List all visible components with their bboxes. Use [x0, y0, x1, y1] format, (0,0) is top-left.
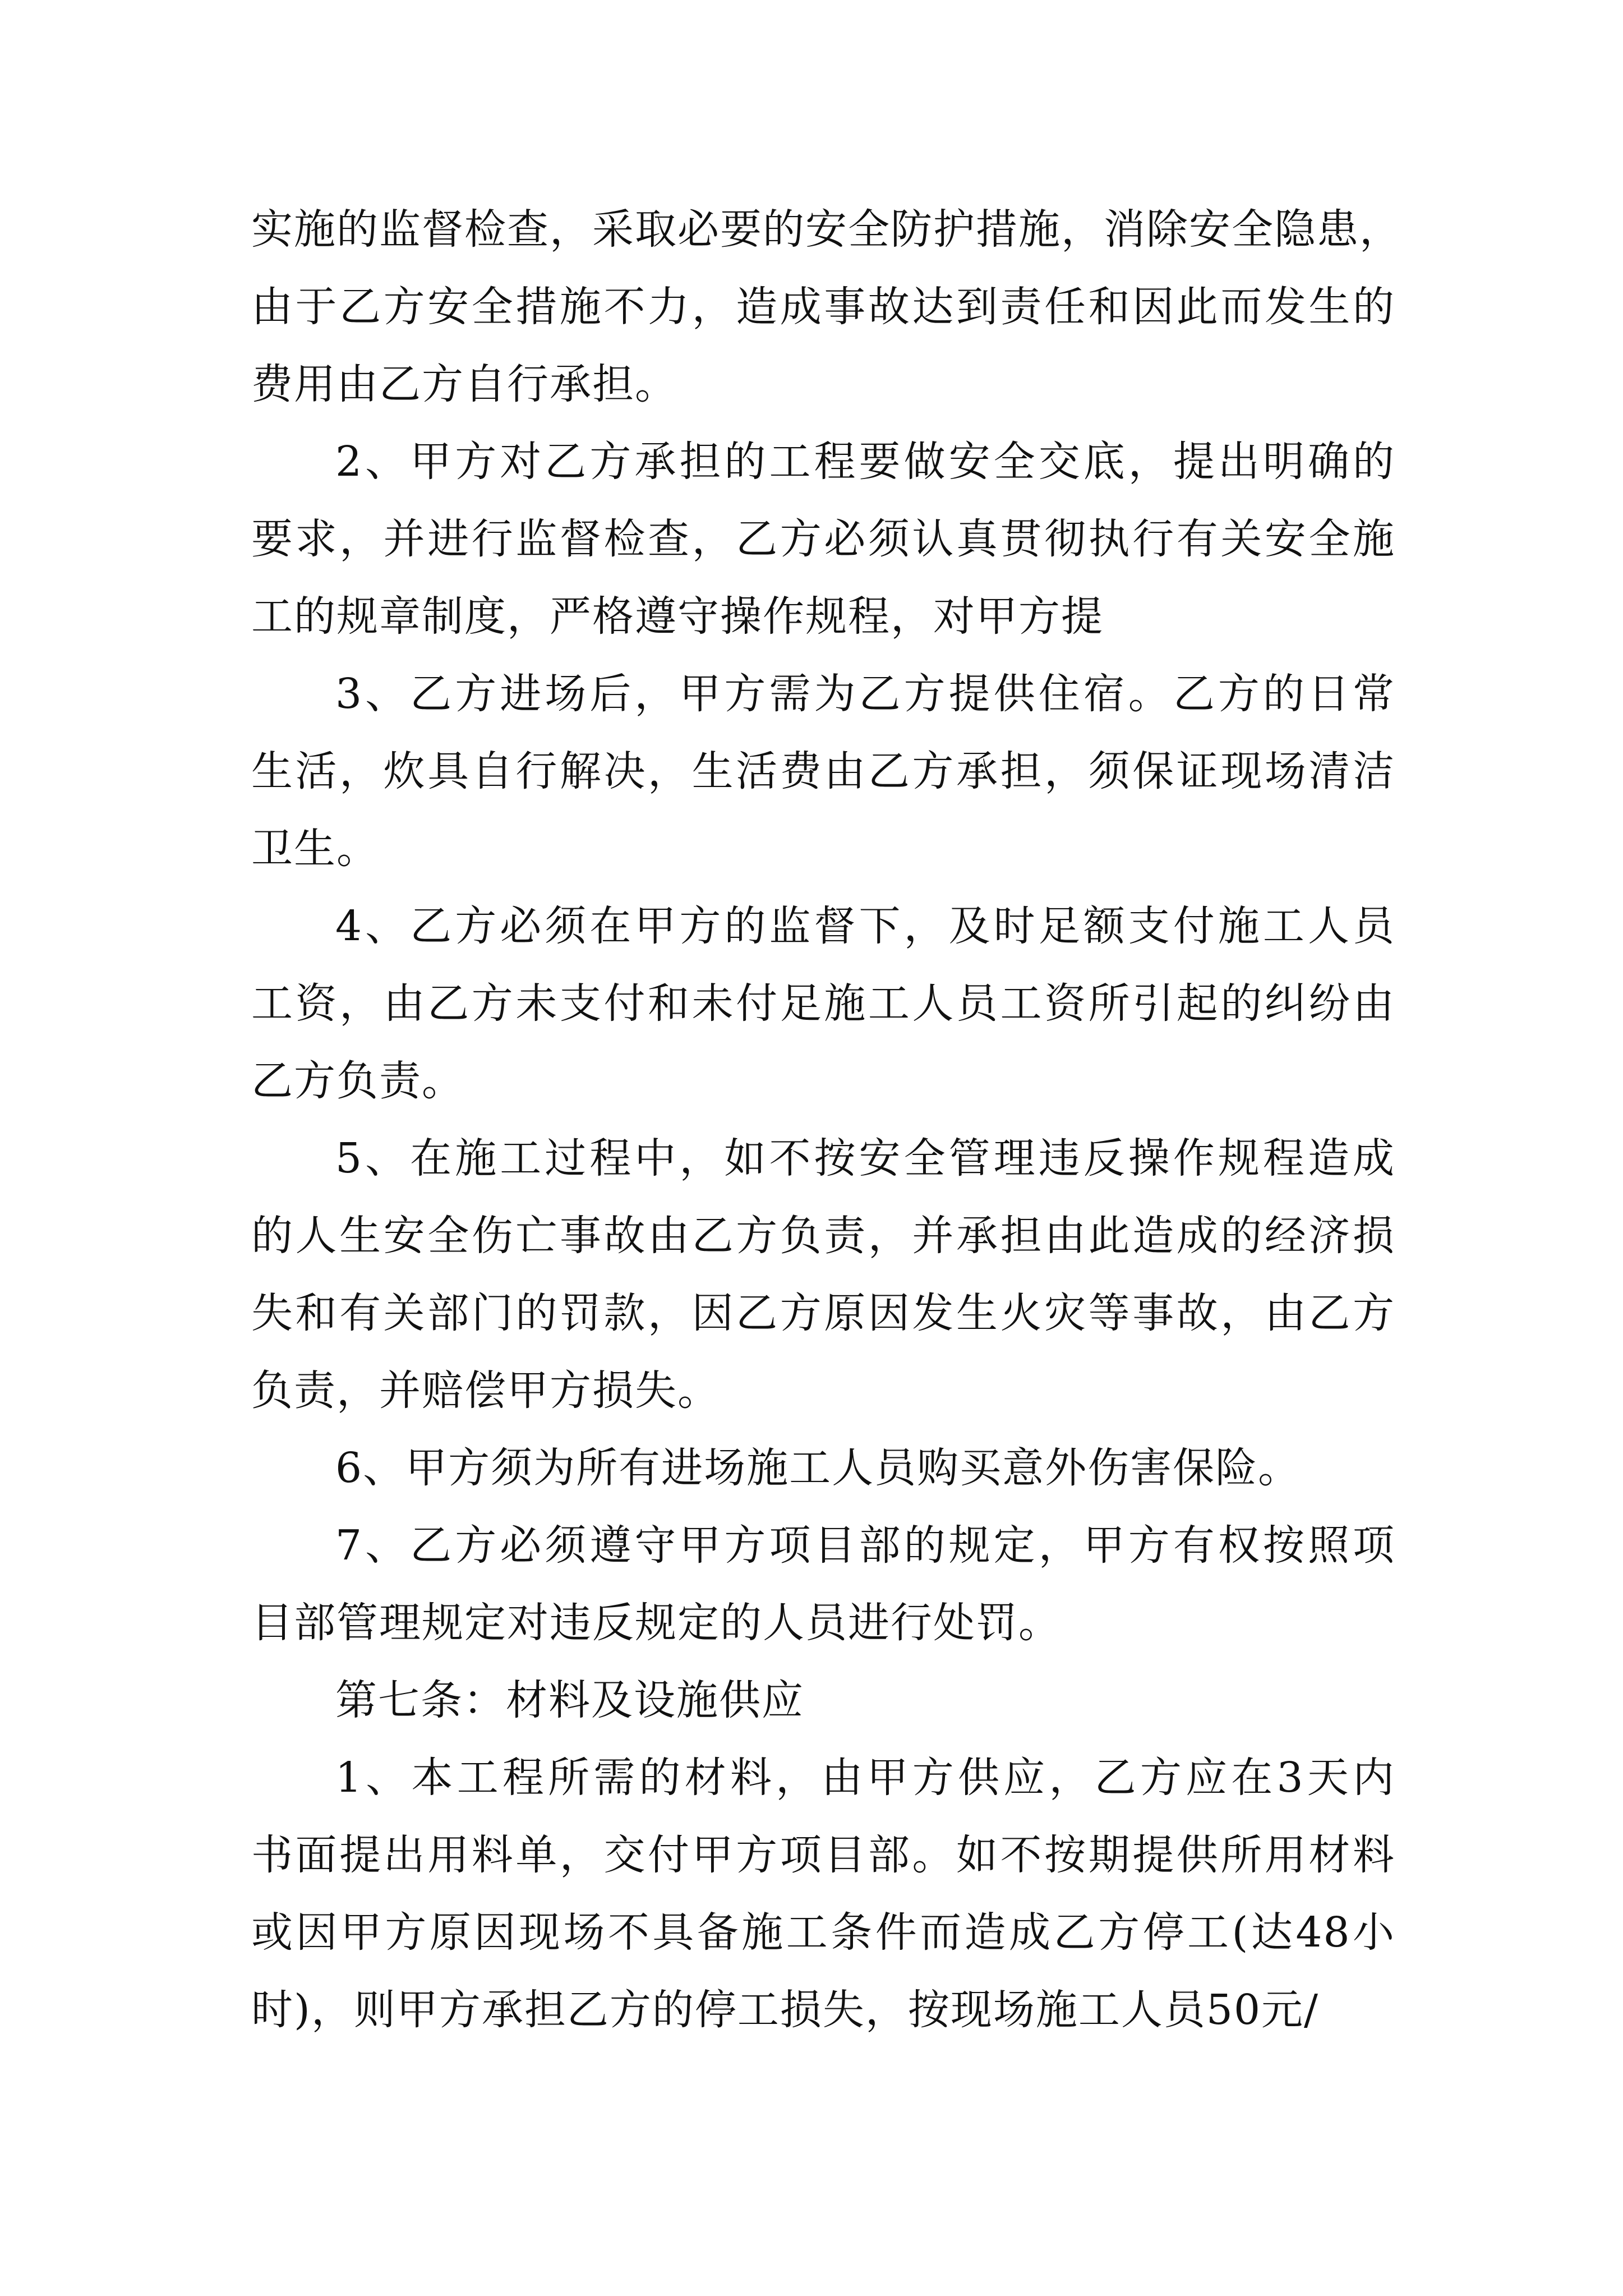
paragraph [251, 423, 1395, 655]
paragraph [251, 1739, 1395, 2049]
paragraph [251, 1429, 1395, 1507]
text-line: 1、本工程所需的材料，由甲方供应，乙方应在3天内 [335, 1754, 1395, 1802]
paragraph [251, 1120, 1395, 1429]
text-line: 时)，则甲方承担乙方的停工损失，按现场施工人员50元/ [251, 1986, 1319, 2034]
text-line: 第七条：材料及设施供应 [335, 1676, 804, 1724]
text-line: 生活，炊具自行解决，生活费由乙方承担，须保证现场清洁 [251, 747, 1395, 795]
text-line: 2、甲方对乙方承担的工程要做安全交底，提出明确的 [335, 438, 1395, 486]
paragraph [251, 655, 1395, 887]
text-line: 失和有关部门的罚款，因乙方原因发生火灾等事故，由乙方 [251, 1289, 1395, 1337]
document-page [251, 191, 1402, 2049]
text-line: 卫生。 [251, 825, 379, 873]
text-line: 乙方负责。 [251, 1057, 464, 1105]
text-line: 目部管理规定对违反规定的人员进行处罚。 [251, 1599, 1061, 1647]
text-line: 由于乙方安全措施不力，造成事故达到责任和因此而发生的 [251, 283, 1395, 331]
text-line: 的人生安全伤亡事故由乙方负责，并承担由此造成的经济损 [251, 1212, 1395, 1260]
text-line: 工资，由乙方未支付和未付足施工人员工资所引起的纠纷由 [251, 979, 1395, 1028]
document-body [251, 191, 1402, 2049]
text-line: 要求，并进行监督检查，乙方必须认真贯彻执行有关安全施 [251, 515, 1395, 563]
text-line: 费用由乙方自行承担。 [251, 360, 677, 408]
text-line: 负责，并赔偿甲方损失。 [251, 1366, 720, 1415]
text-line: 实施的监督检查，采取必要的安全防护措施，消除安全隐患， [251, 205, 1402, 254]
paragraph [251, 1507, 1395, 1662]
text-line: 工的规章制度，严格遵守操作规程，对甲方提 [251, 592, 1104, 641]
text-line: 5、在施工过程中，如不按安全管理违反操作规程造成 [335, 1134, 1395, 1182]
text-line: 3、乙方进场后，甲方需为乙方提供住宿。乙方的日常 [335, 670, 1395, 718]
paragraph [251, 887, 1395, 1120]
paragraph [251, 1662, 1395, 1739]
text-line: 或因甲方原因现场不具备施工条件而造成乙方停工(达48小 [251, 1908, 1395, 1957]
text-line: 6、甲方须为所有进场施工人员购买意外伤害保险。 [335, 1444, 1301, 1492]
text-line: 7、乙方必须遵守甲方项目部的规定，甲方有权按照项 [335, 1521, 1395, 1570]
text-line: 书面提出用料单，交付甲方项目部。如不按期提供所用材料 [251, 1831, 1395, 1879]
text-line: 4、乙方必须在甲方的监督下，及时足额支付施工人员 [335, 902, 1395, 950]
paragraph [251, 191, 1402, 423]
